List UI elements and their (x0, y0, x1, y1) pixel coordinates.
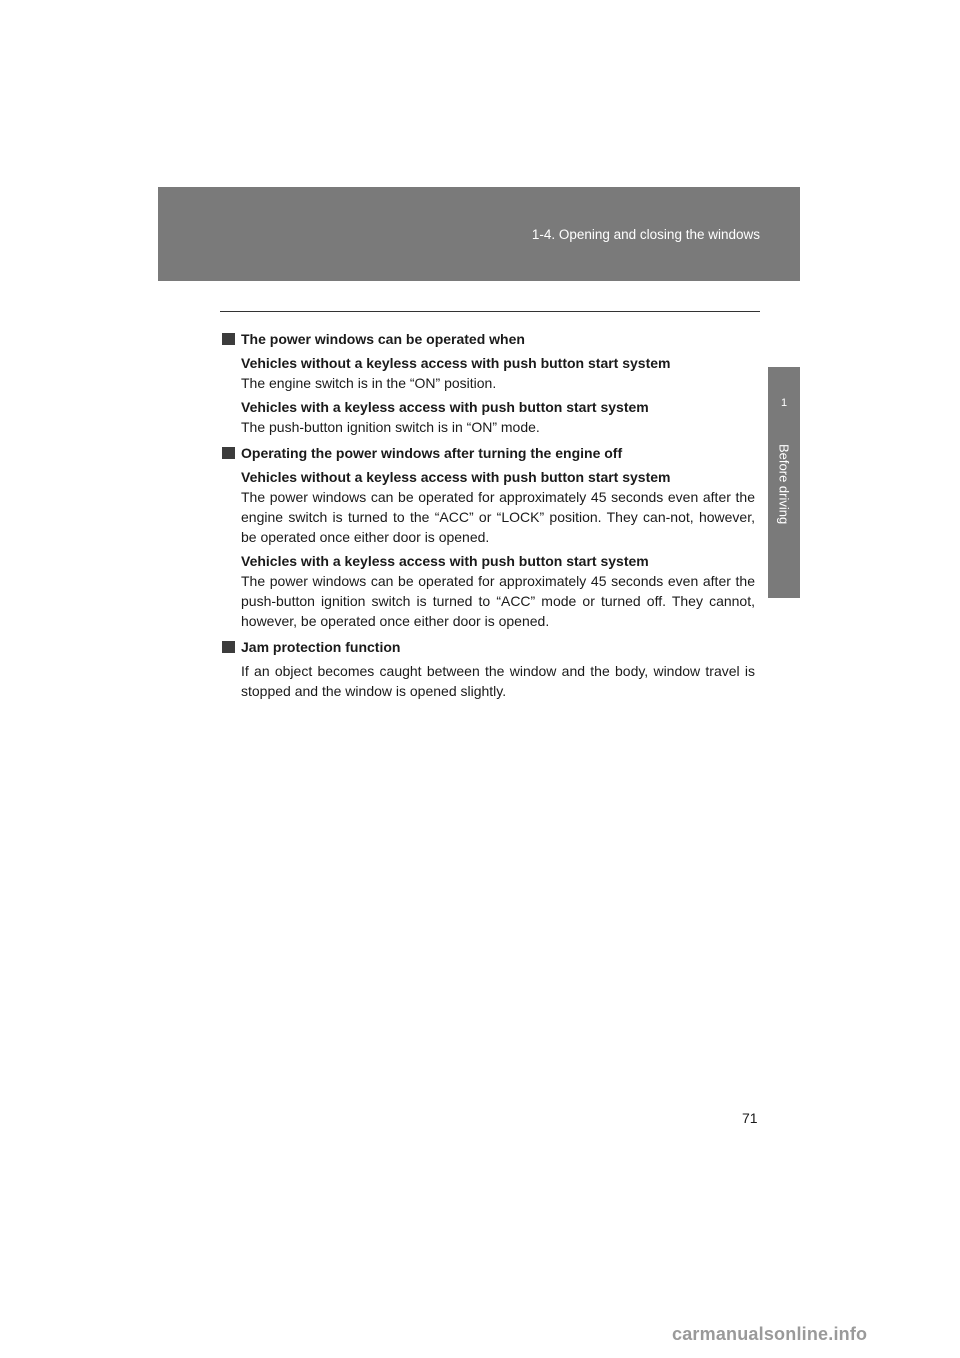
section-heading (222, 329, 755, 349)
text-block (222, 467, 755, 547)
block-text: If an object becomes caught between the window and the body, window travel is stopped and the window is opened slightly. (241, 663, 755, 699)
block-subhead: Vehicles without a keyless access with push button start system (241, 355, 671, 371)
section-heading-text: Operating the power windows after turning the engine off (241, 445, 623, 461)
block-subhead: Vehicles with a keyless access with push button start system (241, 399, 649, 415)
page-content (222, 329, 755, 707)
header-band (158, 187, 800, 281)
square-bullet-icon (222, 641, 235, 653)
section-heading-text: The power windows can be operated when (241, 331, 525, 347)
section-power-windows-operable (222, 329, 755, 437)
square-bullet-icon (222, 447, 235, 459)
section-heading-text: Jam protection function (241, 639, 401, 655)
section-jam-protection (222, 637, 755, 701)
text-block (222, 353, 755, 393)
page-number: 71 (742, 1110, 758, 1126)
section-title: 1-4. Opening and closing the windows (531, 227, 760, 242)
chapter-tab (768, 367, 800, 438)
square-bullet-icon (222, 333, 235, 345)
text-block (222, 397, 755, 437)
block-text: The engine switch is in the “ON” position. (241, 375, 497, 391)
chapter-label: Before driving (776, 444, 792, 525)
text-block (222, 661, 755, 701)
block-text: The push-button ignition switch is in “ON” mode. (241, 419, 540, 435)
header-rule (220, 311, 760, 312)
section-heading (222, 443, 755, 463)
text-block (222, 551, 755, 631)
block-text: The power windows can be operated for approximately 45 seconds even after the engine switch is turned to the “ACC” or “LOCK” position. They can-not, however, be operated once either door is opened. (241, 489, 755, 545)
section-heading (222, 637, 755, 657)
chapter-strip (768, 438, 800, 598)
watermark: carmanualsonline.info (672, 1324, 868, 1344)
block-subhead: Vehicles without a keyless access with push button start system (241, 469, 671, 485)
block-text: The power windows can be operated for approximately 45 seconds even after the push-button ignition switch is turned to “ACC” mode or turned off. They cannot, however, be operated once either door is opened. (241, 573, 755, 629)
section-after-engine-off (222, 443, 755, 631)
chapter-number: 1 (780, 397, 788, 409)
block-subhead: Vehicles with a keyless access with push button start system (241, 553, 649, 569)
